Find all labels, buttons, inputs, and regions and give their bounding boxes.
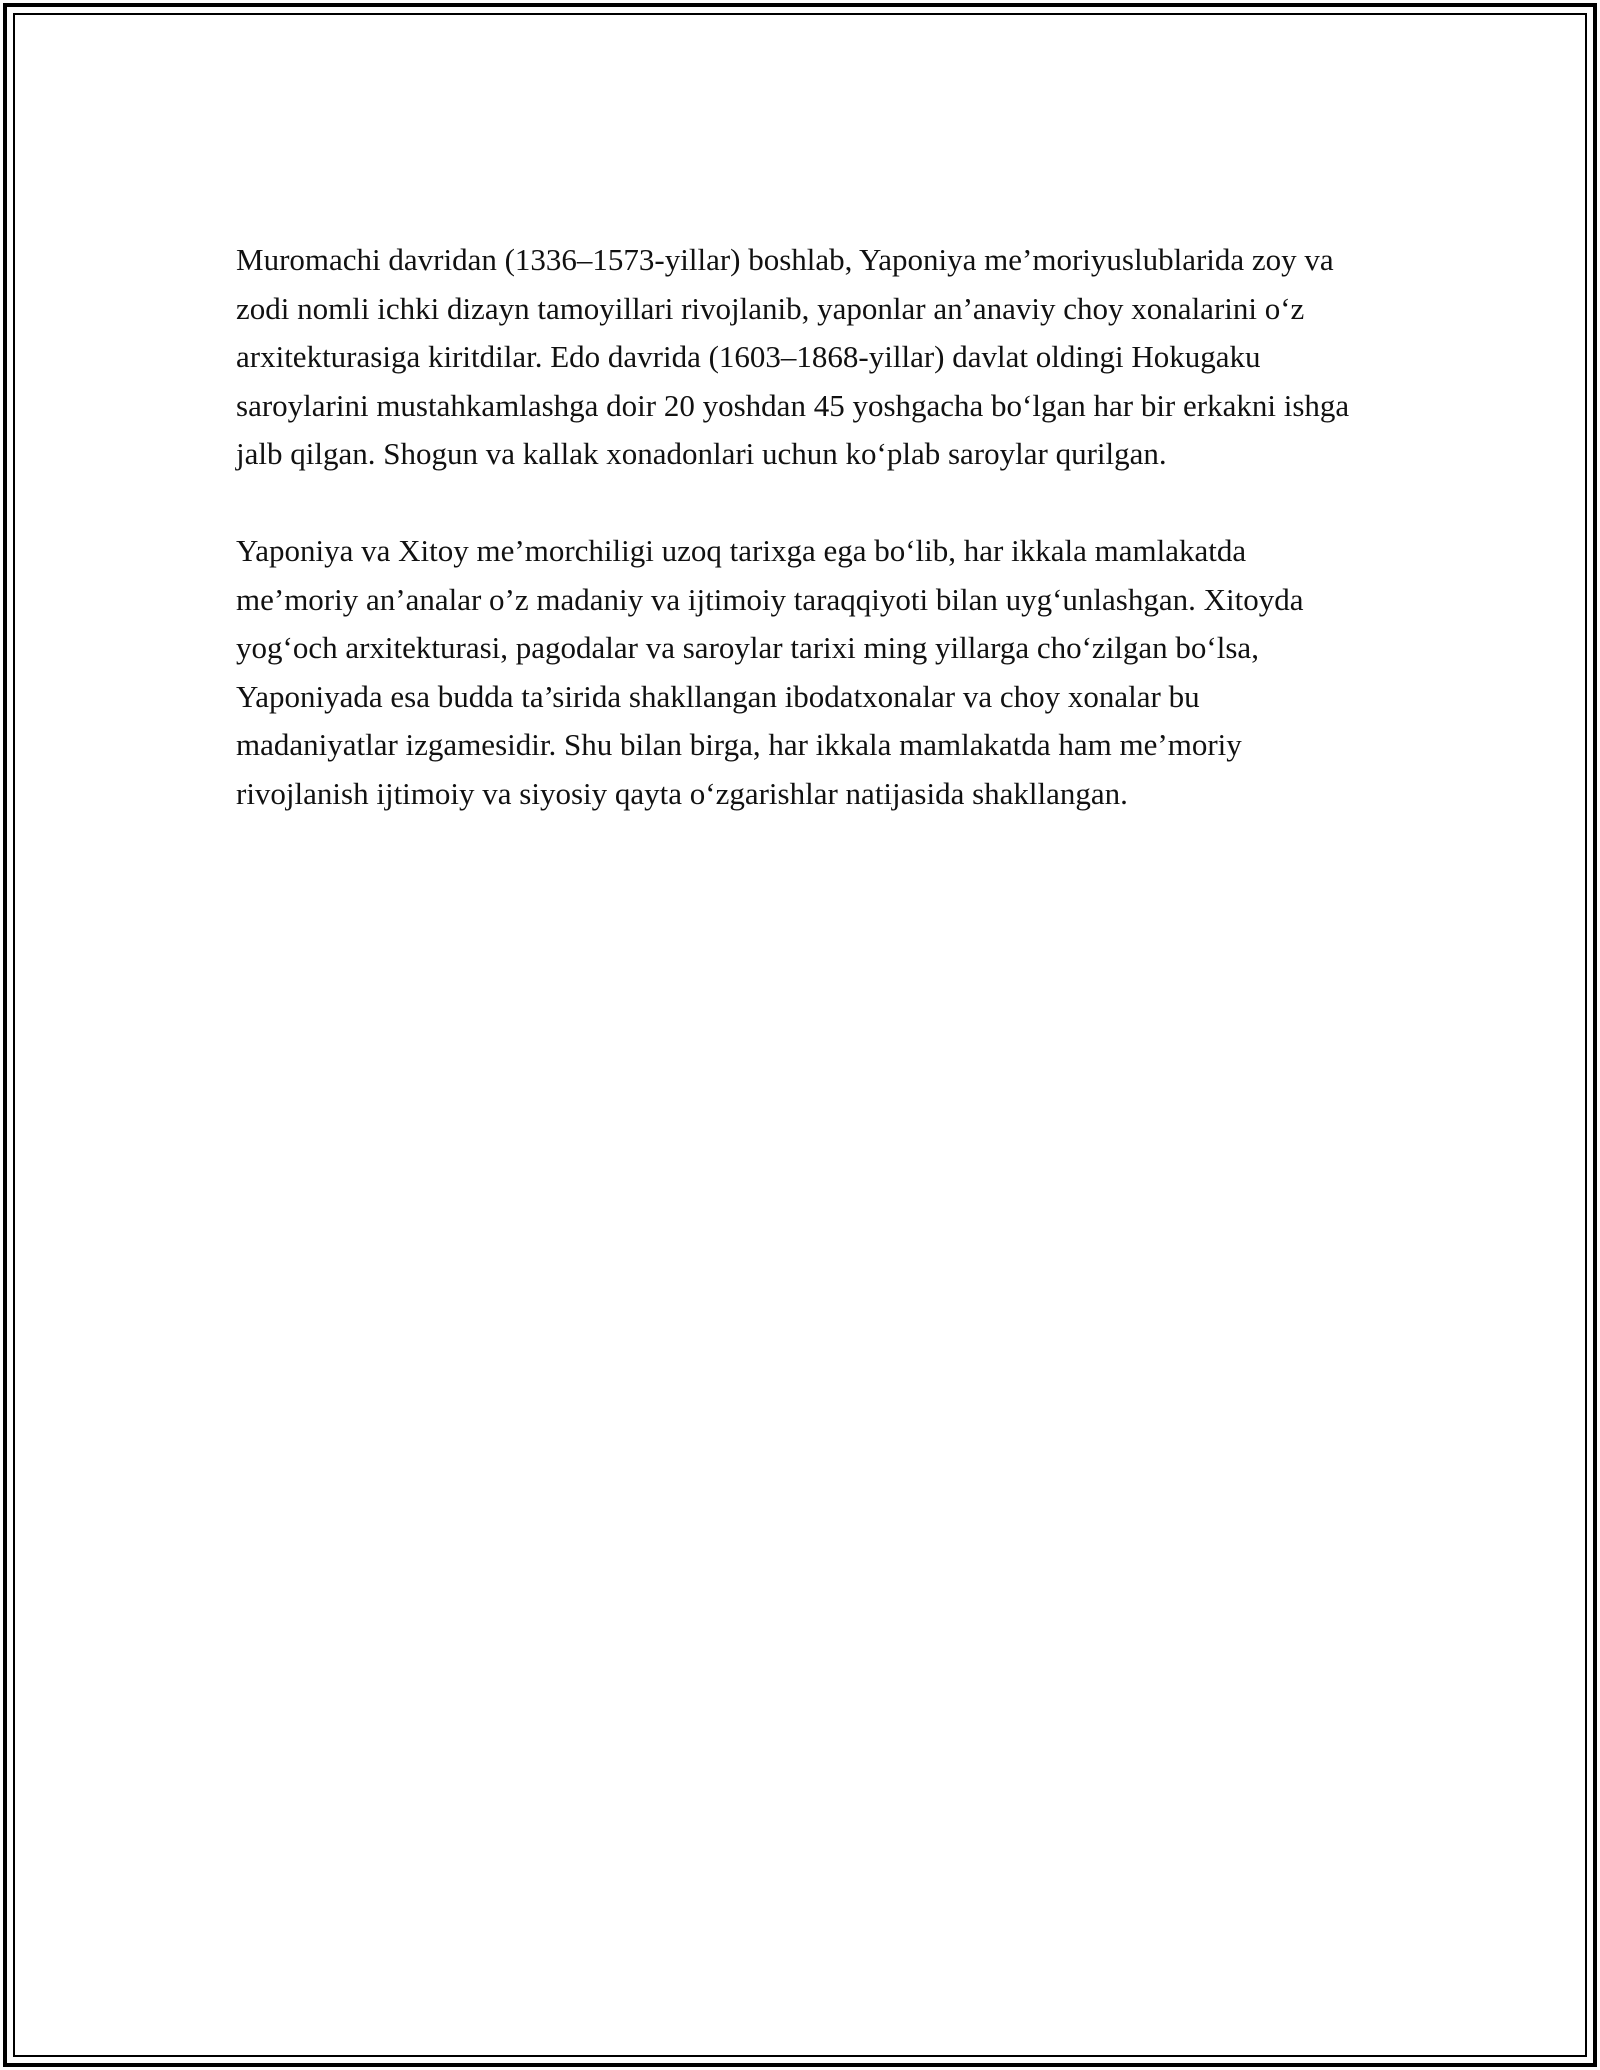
document-body [236, 236, 1366, 867]
paragraph-1: Muromachi davridan (1336–1573-yillar) boshlab, Yaponiya me’moriyuslublarida zoy va zodi nomli ichki dizayn tamoyillari rivojlanib, yaponlar an’anaviy choy xonalarini o‘z arxitekturasiga kiritdilar. Edo davrida (1603–1868-yillar) davlat oldingi Hokugaku saroylarini mustahkamlashga doir 20 yoshdan 45 yoshgacha bo‘lgan har bir erkakni ishga jalb qilgan. Shogun va kallak xonadonlari uchun ko‘plab saroylar qurilgan. [236, 242, 1350, 472]
paragraph-2: Yaponiya va Xitoy me’morchiligi uzoq tarixga ega bo‘lib, har ikkala mamlakatda me’moriy an’analar o’z madaniy va ijtimoiy taraqqiyoti bilan uyg‘unlashgan. Xitoyda yog‘och arxitekturasi, pagodalar va saroylar tarixi ming yillarga cho‘zilgan bo‘lsa, Yaponiyada esa budda ta’sirida shakllangan ibodatxonalar va choy xonalar bu madaniyatlar izgamesidir. Shu bilan birga, har ikkala mamlakatda ham me’moriy rivojlanish ijtimoiy va siyosiy qayta o‘zgarishlar natijasida shakllangan. [236, 532, 1304, 811]
